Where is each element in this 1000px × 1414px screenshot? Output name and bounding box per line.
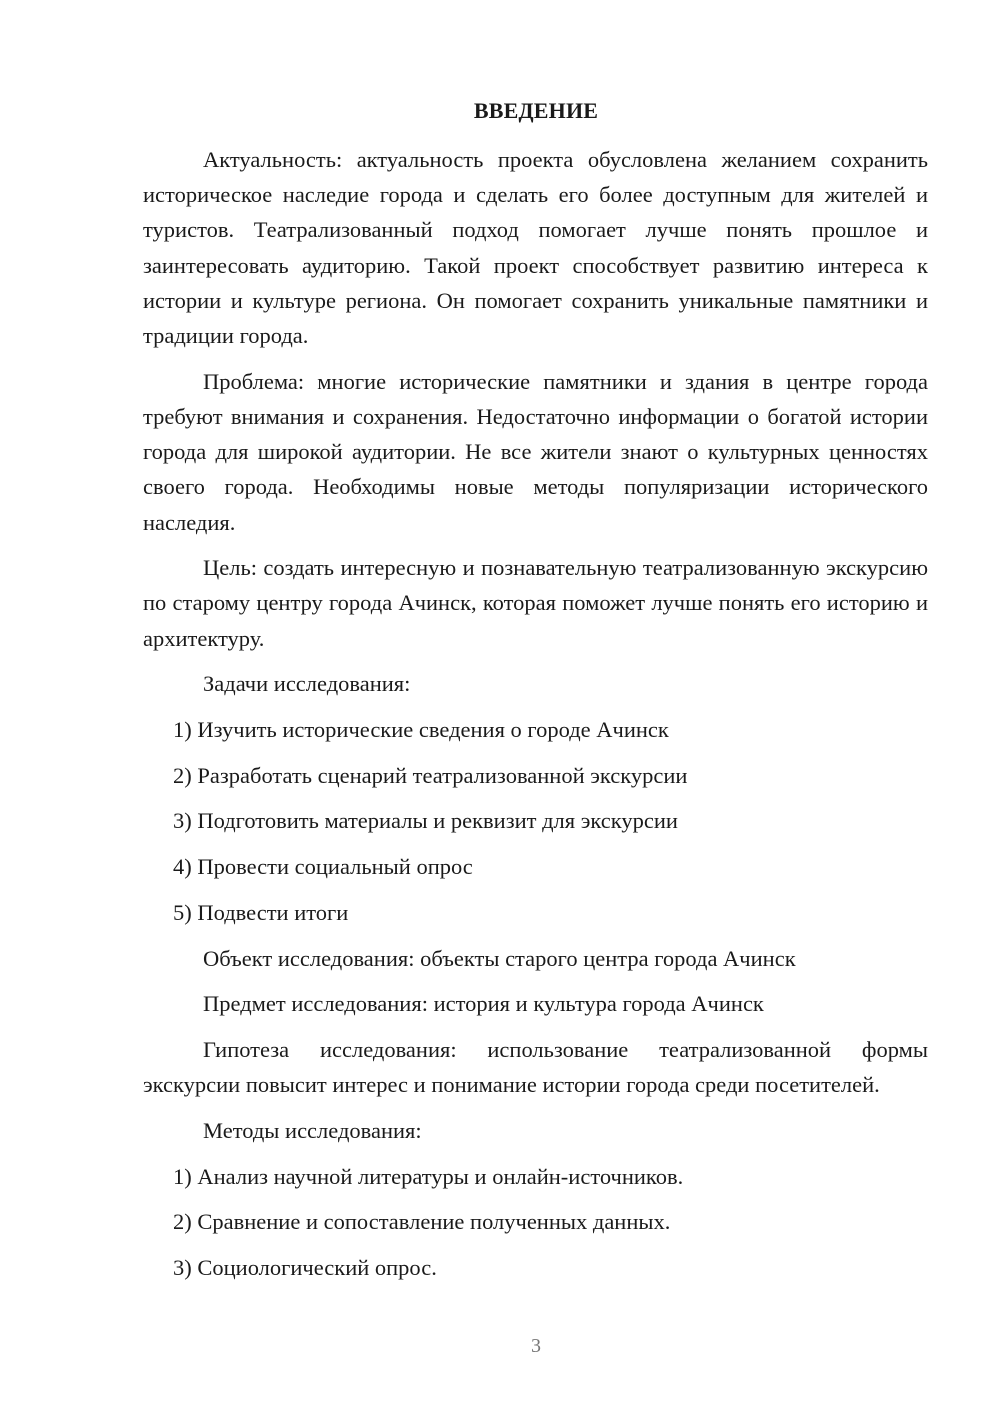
method-item: 2) Сравнение и сопоставление полученных данных. (173, 1209, 671, 1235)
method-item: 3) Социологический опрос. (173, 1254, 437, 1280)
hypothesis-paragraph: Гипотеза исследования: использование театрализованной формы экскурсии повысит интерес и понимание истории города среди посетителей. (143, 1036, 928, 1098)
research-subject: Предмет исследования: история и культура города Ачинск (203, 991, 764, 1017)
task-item: 1) Изучить исторические сведения о городе Ачинск (173, 717, 669, 743)
problem-paragraph: Проблема: многие исторические памятники и здания в центре города требуют внимания и сохранения. Недостаточно информации о богатой истории города для широкой аудитории. Не все жители знают о культурных ценностях своего города. Необходимы новые методы популяризации исторического наследия. (143, 368, 928, 535)
methods-heading: Методы исследования: (203, 1117, 422, 1143)
document-body (143, 142, 928, 1285)
tasks-heading: Задачи исследования: (203, 671, 411, 697)
task-item: 2) Разработать сценарий театрализованной экскурсии (173, 762, 688, 788)
method-item: 1) Анализ научной литературы и онлайн-источников. (173, 1163, 684, 1189)
page-number: 3 (531, 1335, 541, 1357)
goal-paragraph: Цель: создать интересную и познавательную театрализованную экскурсию по старому центру города Ачинск, которая поможет лучше понять его историю и архитектуру. (143, 555, 928, 651)
task-item: 5) Подвести итоги (173, 899, 349, 925)
research-object: Объект исследования: объекты старого центра города Ачинск (203, 945, 796, 971)
relevance-paragraph: Актуальность: актуальность проекта обусловлена желанием сохранить историческое наследие города и сделать его более доступным для жителей и туристов. Театрализованный подход помогает лучше понять прошлое и заинтересовать аудиторию. Такой проект способствует развитию интереса к истории и культуре региона. Он помогает сохранить уникальные памятники и традиции города. (143, 147, 928, 349)
task-item: 3) Подготовить материалы и реквизит для экскурсии (173, 808, 678, 834)
section-title: ВВЕДЕНИЕ (473, 98, 599, 123)
task-item: 4) Провести социальный опрос (173, 854, 473, 880)
